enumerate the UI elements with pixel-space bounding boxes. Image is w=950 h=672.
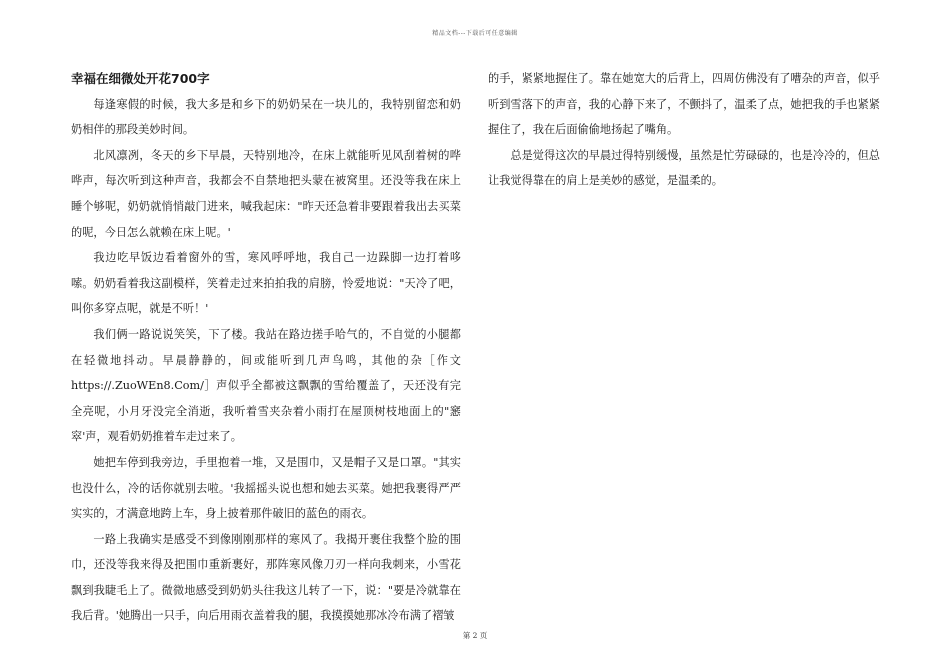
paragraph: 每逢寒假的时候，我大多是和乡下的奶奶呆在一块儿的，我特别留恋和奶奶相伴的那段美妙时间。 bbox=[71, 97, 461, 137]
paragraph: 总是觉得这次的早晨过得特别缓慢，虽然是忙劳碌碌的，也是冷冷的，但总让我觉得靠在的肩上是美妙的感觉，是温柔的。 bbox=[488, 148, 880, 188]
right-column bbox=[488, 66, 880, 194]
paragraph: 她把车停到我旁边，手里抱着一堆，又是围巾，又是帽子又是口罩。"其实也没什么，冷的话你就别去啦。'我摇摇头说也想和她去买菜。她把我裹得严严实实的，才满意地跨上车，身上披着那件破旧的蓝色的雨衣。 bbox=[71, 455, 461, 521]
paragraph: 我们俩一路说说笑笑，下了楼。我站在路边搓手哈气的，不自觉的小腿都在轻微地抖动。早晨静静的，间或能听到几声鸟鸣，其他的杂［作文https://.ZuoWEn8.Com/］声似乎全都被这飘飘的雪给覆盖了，天还没有完全亮呢，小月牙没完全消逝，我听着雪夹杂着小雨打在屋顶树枝地面上的"窸窣'声，观看奶奶推着车走过来了。 bbox=[71, 327, 461, 444]
paragraph-continued: 的手，紧紧地握住了。靠在她宽大的后背上，四周仿佛没有了嘈杂的声音，似乎听到雪落下的声音，我的心静下来了，不颤抖了，温柔了点，她把我的手也紧紧握住了，我在后面偷偷地扬起了嘴角。 bbox=[488, 72, 880, 137]
article-title: 幸福在细微处开花700字 bbox=[71, 71, 210, 86]
left-column bbox=[71, 66, 461, 629]
paragraph: 北风凛冽，冬天的乡下早晨，天特别地冷，在床上就能听见风刮着树的哗哗声，每次听到这种声音，我都会不自禁地把头蒙在被窝里。还没等我在床上睡个够呢，奶奶就悄悄敲门进来，喊我起床："昨天还急着非要跟着我出去买菜的呢，今日怎么就赖在床上呢。' bbox=[71, 148, 461, 239]
page-header: 精品文档---下载后可任意编辑 bbox=[432, 30, 518, 37]
paragraph: 我边吃早饭边看着窗外的雪，寒风呼呼地，我自己一边跺脚一边打着哆嗦。奶奶看着我这副模样，笑着走过来拍拍我的肩膀，怜爱地说："天冷了吧，叫你多穿点呢，就是不听！' bbox=[71, 251, 461, 316]
page-number: 第 2 页 bbox=[462, 631, 488, 640]
paragraph: 一路上我确实是感受不到像刚刚那样的寒风了。我揭开裹住我整个脸的围巾，还没等我来得及把围巾重新裹好，那阵寒风像刀刃一样向我刺来，小雪花飘到我睫毛上了。微微地感受到奶奶头往我这儿转了一下，说："要是冷就靠在我后背。'她腾出一只手，向后用雨衣盖着我的腿，我摸摸她那冰冷布满了褶皱 bbox=[71, 532, 461, 623]
